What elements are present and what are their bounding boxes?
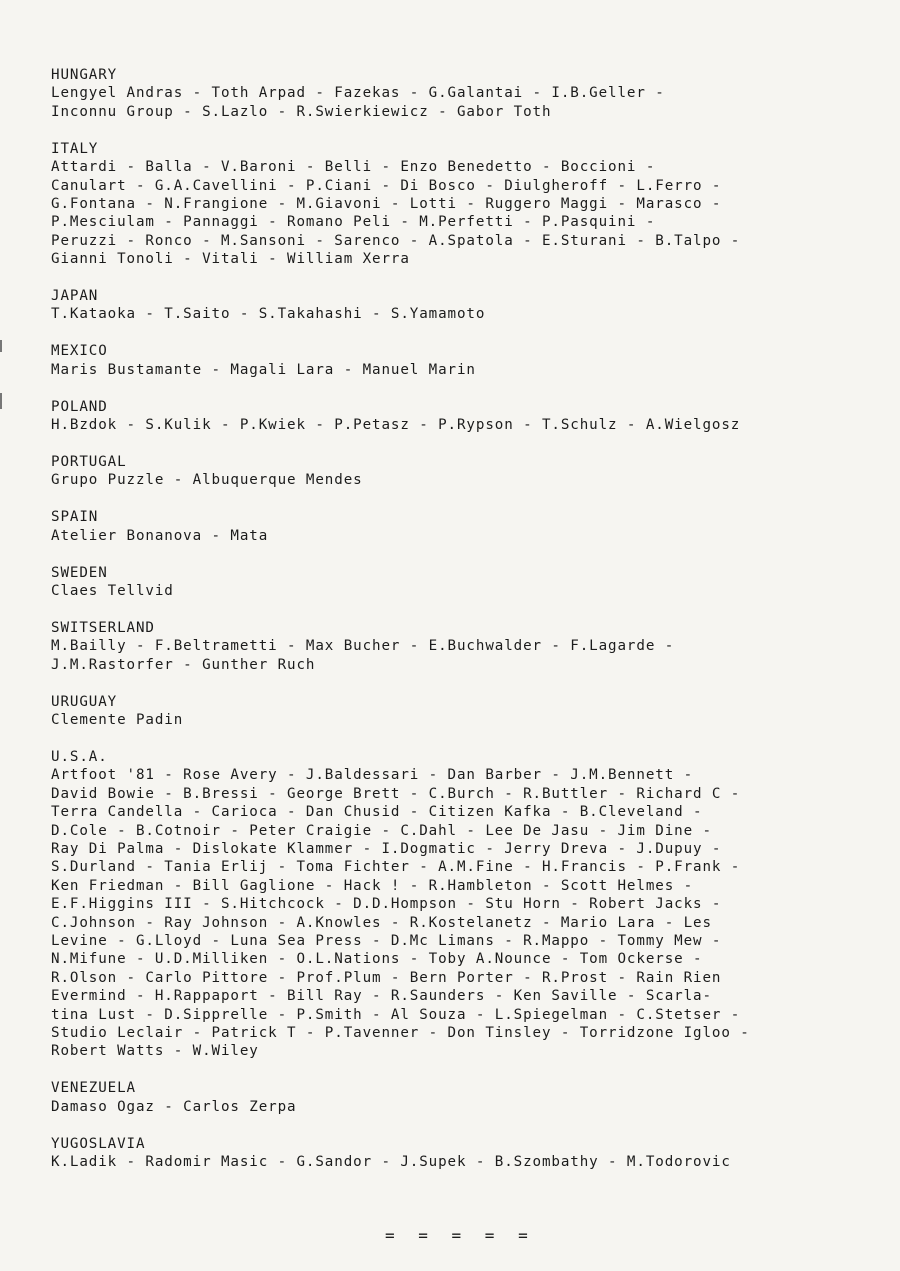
artist-list-line: C.Johnson - Ray Johnson - A.Knowles - R.Kostelanetz - Mario Lara - Les bbox=[51, 914, 712, 931]
artist-list-line: Terra Candella - Carioca - Dan Chusid - Citizen Kafka - B.Cleveland - bbox=[51, 804, 703, 821]
artist-list-line: P.Mesciulam - Pannaggi - Romano Peli - M.Perfetti - P.Pasquini - bbox=[51, 214, 656, 231]
country-section bbox=[51, 508, 881, 545]
country-heading: POLAND bbox=[51, 398, 108, 415]
artist-list-line: K.Ladik - Radomir Masic - G.Sandor - J.Supek - B.Szombathy - M.Todorovic bbox=[51, 1154, 731, 1171]
artist-list-line: Evermind - H.Rappaport - Bill Ray - R.Saunders - Ken Saville - Scarla- bbox=[51, 988, 712, 1005]
country-section bbox=[51, 66, 881, 121]
country-heading: URUGUAY bbox=[51, 693, 118, 710]
artist-list-line: J.M.Rastorfer - Gunther Ruch bbox=[51, 656, 316, 673]
artist-list-line: Peruzzi - Ronco - M.Sansoni - Sarenco - A.Spatola - E.Sturani - B.Talpo - bbox=[51, 232, 741, 249]
artist-list-line: D.Cole - B.Cotnoir - Peter Craigie - C.Dahl - Lee De Jasu - Jim Dine - bbox=[51, 822, 712, 839]
artist-list-line: Atelier Bonanova - Mata bbox=[51, 527, 269, 544]
country-section bbox=[51, 1079, 881, 1116]
artist-list-line: Canulart - G.A.Cavellini - P.Ciani - Di Bosco - Diulgheroff - L.Ferro - bbox=[51, 177, 722, 194]
country-heading: SWITSERLAND bbox=[51, 619, 155, 636]
footer-rule: = = = = = bbox=[385, 1226, 535, 1245]
artist-list-line: Claes Tellvid bbox=[51, 583, 174, 600]
artist-list-line: Lengyel Andras - Toth Arpad - Fazekas - G.Galantai - I.B.Geller - bbox=[51, 85, 665, 102]
country-heading: VENEZUELA bbox=[51, 1080, 136, 1097]
country-section bbox=[51, 287, 881, 324]
country-section bbox=[51, 748, 881, 1061]
country-section bbox=[51, 453, 881, 490]
artist-list-line: Grupo Puzzle - Albuquerque Mendes bbox=[51, 472, 363, 489]
artist-list-line: Studio Leclair - Patrick T - P.Tavenner - Don Tinsley - Torridzone Igloo - bbox=[51, 1025, 750, 1042]
country-heading: SPAIN bbox=[51, 509, 99, 526]
artist-list-line: tina Lust - D.Sipprelle - P.Smith - Al Souza - L.Spiegelman - C.Stetser - bbox=[51, 1006, 741, 1023]
artist-list-line: S.Durland - Tania Erlij - Toma Fichter - A.M.Fine - H.Francis - P.Frank - bbox=[51, 859, 741, 876]
artist-list-line: G.Fontana - N.Frangione - M.Giavoni - Lotti - Ruggero Maggi - Marasco - bbox=[51, 195, 722, 212]
country-section bbox=[51, 342, 881, 379]
artist-list-line: H.Bzdok - S.Kulik - P.Kwiek - P.Petasz - P.Rypson - T.Schulz - A.Wielgosz bbox=[51, 417, 741, 434]
country-heading: SWEDEN bbox=[51, 564, 108, 581]
artist-list-line: Clemente Padin bbox=[51, 712, 184, 729]
country-section bbox=[51, 398, 881, 435]
country-section bbox=[51, 619, 881, 674]
artist-list-line: N.Mifune - U.D.Milliken - O.L.Nations - Toby A.Nounce - Tom Ockerse - bbox=[51, 951, 703, 968]
artist-list-line: Attardi - Balla - V.Baroni - Belli - Enzo Benedetto - Boccioni - bbox=[51, 159, 656, 176]
country-section bbox=[51, 693, 881, 730]
artist-list-line: Robert Watts - W.Wiley bbox=[51, 1043, 259, 1060]
artist-list-line: Gianni Tonoli - Vitali - William Xerra bbox=[51, 251, 410, 268]
scan-edge-mark bbox=[0, 340, 2, 352]
country-heading: JAPAN bbox=[51, 288, 99, 305]
artist-list-line: Ken Friedman - Bill Gaglione - Hack ! - R.Hambleton - Scott Helmes - bbox=[51, 877, 694, 894]
country-section bbox=[51, 564, 881, 601]
artist-list-line: R.Olson - Carlo Pittore - Prof.Plum - Bern Porter - R.Prost - Rain Rien bbox=[51, 969, 722, 986]
country-heading: U.S.A. bbox=[51, 748, 108, 765]
country-heading: ITALY bbox=[51, 140, 99, 157]
artist-list-line: Inconnu Group - S.Lazlo - R.Swierkiewicz - Gabor Toth bbox=[51, 103, 552, 120]
artist-list-line: M.Bailly - F.Beltrametti - Max Bucher - E.Buchwalder - F.Lagarde - bbox=[51, 638, 675, 655]
artist-list-line: T.Kataoka - T.Saito - S.Takahashi - S.Yamamoto bbox=[51, 306, 486, 323]
artist-list-line: Levine - G.Lloyd - Luna Sea Press - D.Mc Limans - R.Mappo - Tommy Mew - bbox=[51, 933, 722, 950]
country-heading: PORTUGAL bbox=[51, 454, 127, 470]
country-heading: MEXICO bbox=[51, 343, 108, 360]
country-section bbox=[51, 1135, 881, 1172]
participant-list bbox=[51, 66, 881, 1190]
artist-list-line: Maris Bustamante - Magali Lara - Manuel Marin bbox=[51, 361, 476, 378]
country-heading: HUNGARY bbox=[51, 67, 118, 83]
artist-list-line: E.F.Higgins III - S.Hitchcock - D.D.Hompson - Stu Horn - Robert Jacks - bbox=[51, 896, 722, 913]
artist-list-line: Artfoot '81 - Rose Avery - J.Baldessari - Dan Barber - J.M.Bennett - bbox=[51, 767, 694, 784]
artist-list-line: David Bowie - B.Bressi - George Brett - C.Burch - R.Buttler - Richard C - bbox=[51, 785, 741, 802]
artist-list-line: Ray Di Palma - Dislokate Klammer - I.Dogmatic - Jerry Dreva - J.Dupuy - bbox=[51, 841, 722, 857]
country-heading: YUGOSLAVIA bbox=[51, 1135, 146, 1152]
artist-list-line: Damaso Ogaz - Carlos Zerpa bbox=[51, 1098, 297, 1115]
country-section bbox=[51, 140, 881, 269]
scan-edge-mark bbox=[0, 393, 2, 409]
